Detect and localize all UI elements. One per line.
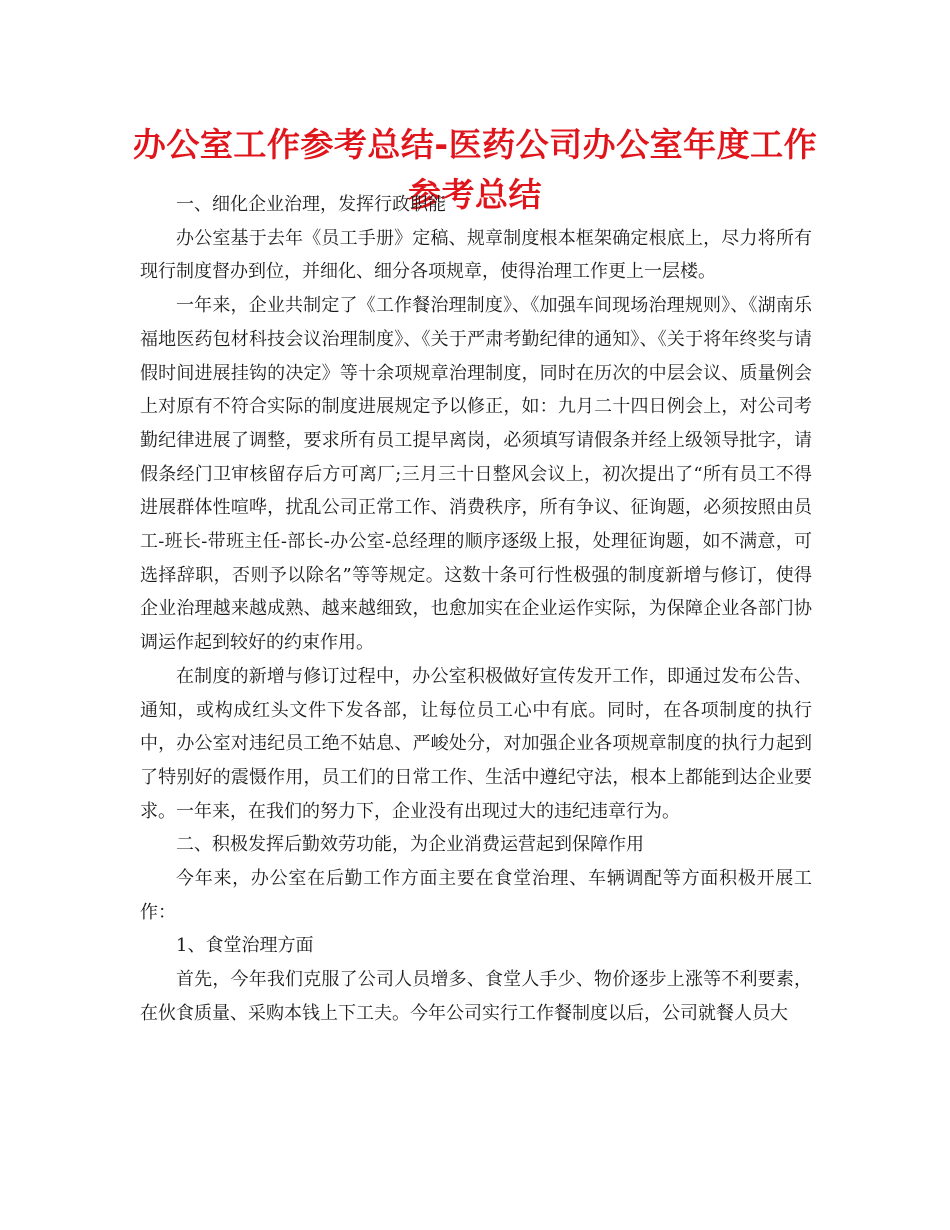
body-paragraph-2: 一年来，企业共制定了《工作餐治理制度》、《加强车间现场治理规则》、《湖南乐福地医药包材科技会议治理制度》、《关于严肃考勤纪律的通知》、《关于将年终奖与请假时间进展挂钩的决定》等十余项规章治理制度，同时在历次的中层会议、质量例会上对原有不符合实际的制度进展规定予以修正，如：九月二十四日例会上，对公司考勤纪律进展了调整，要求所有员工提早离岗，必须填写请假条并经上级领导批字，请假条经门卫审核留存后方可离厂;三月三十日整风会议上，初次提出了“所有员工不得进展群体性喧哗，扰乱公司正常工作、消费秩序，所有争议、征询题，必须按照由员工-班长-带班主任-部长-办公室-总经理的顺序逐级上报，处理征询题，如不满意，可选择辞职，否则予以除名”等等规定。这数十条可行性极强的制度新增与修订，使得企业治理越来越成熟、越来越细致，也愈加实在企业运作实际，为保障企业各部门协调运作起到较好的约束作用。: [140, 295, 812, 654]
body-paragraph-5: 首先，今年我们克服了公司人员增多、食堂人手少、物价逐步上涨等不利要素，在伙食质量、采购本钱上下工夫。今年公司实行工作餐制度以后，公司就餐人员大: [140, 969, 812, 1024]
section-heading-1: 一、细化企业治理，发挥行政职能: [176, 194, 446, 215]
subsection-heading-1: 1、食堂治理方面: [176, 935, 314, 957]
body-paragraph-1: 办公室基于去年《员工手册》定稿、规章制度根本框架确定根底上，尽力将所有现行制度督办到位，并细化、细分各项规章，使得治理工作更上一层楼。: [140, 227, 812, 283]
body-paragraph-3: 在制度的新增与修订过程中，办公室积极做好宣传发开工作，即通过发布公告、通知，或构成红头文件下发各部，让每位员工心中有底。同时，在各项制度的执行中，办公室对违纪员工绝不姑息、严峻处分，对加强企业各项规章制度的执行力起到了特别好的震慑作用，员工们的日常工作、生活中遵纪守法，根本上都能到达企业要求。一年来，在我们的努力下，企业没有出现过大的违纪违章行为。: [140, 665, 812, 822]
section-heading-2: 二、积极发挥后勤效劳功能，为企业消费运营起到保障作用: [176, 834, 644, 856]
body-paragraph-4: 今年来，办公室在后勤工作方面主要在食堂治理、车辆调配等方面积极开展工作：: [140, 868, 812, 923]
document-title: 办公室工作参考总结-医药公司办公室年度工作参考总结: [132, 125, 818, 214]
document-body: [140, 188, 812, 1031]
